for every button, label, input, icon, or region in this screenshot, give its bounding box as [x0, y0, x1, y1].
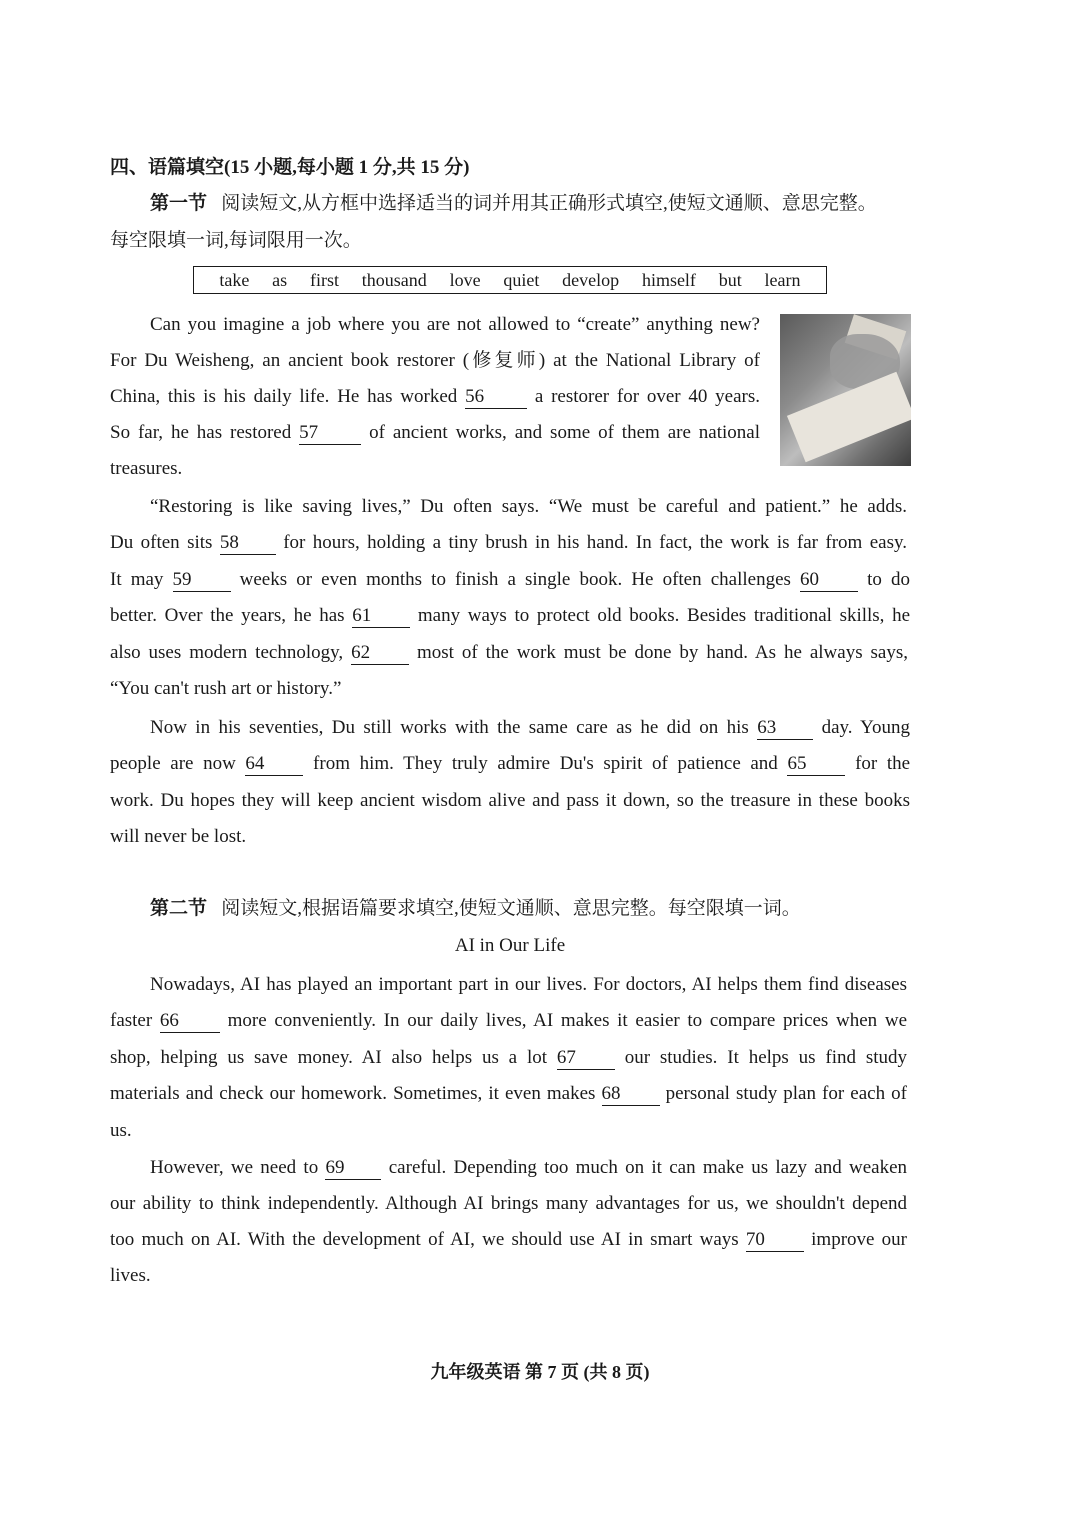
part2-label: 第二节: [150, 898, 208, 919]
ai-p1-line5: us.: [110, 1120, 132, 1141]
word-bank-item: as: [272, 269, 288, 290]
text-fragment: our studies. It helps us find study: [624, 1047, 908, 1068]
text-fragment: Du often sits: [110, 532, 213, 553]
text-fragment: So far, he has restored: [110, 422, 292, 443]
p2-line2: [110, 530, 907, 556]
blank-69[interactable]: 69: [325, 1157, 381, 1180]
blank-62[interactable]: 62: [351, 642, 409, 665]
blank-68[interactable]: 68: [602, 1083, 660, 1106]
p2-line6: “You can't rush art or history.”: [110, 678, 342, 699]
word-bank-item: first: [309, 269, 339, 290]
word-bank-item: but: [718, 269, 742, 290]
word-bank: [193, 266, 827, 294]
text-fragment: many ways to protect old books. Besides traditional skills, he: [417, 605, 911, 626]
word-bank-item: love: [449, 269, 481, 290]
text-fragment: day. Young: [821, 717, 910, 738]
part1-instruction-line1: [150, 191, 910, 217]
passage2-title: AI in Our Life: [454, 935, 566, 956]
p3-line4: will never be lost.: [110, 826, 247, 847]
ai-p2-line3: [110, 1227, 907, 1253]
section-heading: 四、语篇填空(15 小题,每小题 1 分,共 15 分): [110, 157, 470, 178]
blank-56[interactable]: 56: [465, 386, 527, 409]
part1-instruction: 阅读短文,从方框中选择适当的词并用其正确形式填空,使短文通顺、意思完整。: [221, 193, 877, 214]
page-footer: 九年级英语 第 7 页 (共 8 页): [430, 1362, 650, 1382]
blank-61[interactable]: 61: [352, 605, 410, 628]
text-fragment: from him. They truly admire Du's spirit of patience and: [313, 753, 778, 774]
p2-line1: “Restoring is like saving lives,” Du often says. “We must be careful and patient.” he adds.: [150, 496, 907, 517]
p2-line5: [110, 640, 908, 666]
p2-line4: [110, 603, 910, 629]
text-fragment: most of the work must be done by hand. As he always says,: [417, 642, 908, 663]
part2-instruction: 阅读短文,根据语篇要求填空,使短文通顺、意思完整。每空限填一词。: [221, 898, 801, 919]
part1-instruction-line2: 每空限填一词,每词限用一次。: [110, 230, 362, 251]
ai-p1-line1: Nowadays, AI has played an important part in our lives. For doctors, AI helps them find diseases: [150, 974, 907, 995]
text-fragment: people are now: [110, 753, 236, 774]
restoration-photo: [780, 314, 911, 466]
text-fragment: careful. Depending too much on it can make us lazy and weaken: [388, 1157, 908, 1178]
text-fragment: more conveniently. In our daily lives, AI makes it easier to compare prices when we: [227, 1010, 908, 1031]
text-fragment: China, this is his daily life. He has worked: [110, 386, 458, 407]
blank-67[interactable]: 67: [557, 1047, 615, 1070]
text-fragment: weeks or even months to finish a single book. He often challenges: [239, 569, 791, 590]
blank-64[interactable]: 64: [245, 753, 303, 776]
blank-57[interactable]: 57: [299, 422, 361, 445]
blank-60[interactable]: 60: [800, 569, 858, 592]
blank-66[interactable]: 66: [160, 1010, 220, 1033]
blank-58[interactable]: 58: [220, 532, 276, 555]
part2-instruction-line: [150, 896, 910, 922]
p1-line3: [110, 384, 760, 410]
blank-59[interactable]: 59: [173, 569, 231, 592]
ai-p1-line3: [110, 1045, 907, 1071]
text-fragment: personal study plan for each of: [665, 1083, 907, 1104]
text-fragment: too much on AI. With the development of AI, we should use AI in smart ways: [110, 1229, 739, 1250]
text-fragment: faster: [110, 1010, 153, 1031]
ai-p1-line4: [110, 1081, 907, 1107]
part1-label: 第一节: [150, 193, 208, 214]
ai-p2-line2: our ability to think independently. Although AI brings many advantages for us, we shouldn't depend: [110, 1193, 907, 1214]
word-bank-item: himself: [641, 269, 696, 290]
text-fragment: for the: [855, 753, 911, 774]
word-bank-item: take: [219, 269, 250, 290]
p1-line4: [110, 420, 760, 446]
p3-line1: [150, 715, 910, 741]
blank-65[interactable]: 65: [787, 753, 845, 776]
text-fragment: for hours, holding a tiny brush in his hand. In fact, the work is far from easy.: [283, 532, 908, 553]
p3-line2: [110, 751, 910, 777]
word-bank-item: thousand: [361, 269, 427, 290]
text-fragment: to do: [867, 569, 911, 590]
ai-p2-line1: [150, 1155, 907, 1181]
p2-line3: [110, 567, 910, 593]
text-fragment: improve our: [811, 1229, 908, 1250]
word-bank-item: quiet: [503, 269, 540, 290]
blank-70[interactable]: 70: [746, 1229, 804, 1252]
text-fragment: shop, helping us save money. AI also helps us a lot: [110, 1047, 548, 1068]
text-fragment: a restorer for over 40 years.: [534, 386, 761, 407]
ai-p1-line2: [110, 1008, 907, 1034]
text-fragment: However, we need to: [150, 1157, 319, 1178]
text-fragment: Now in his seventies, Du still works with the same care as he did on his: [150, 717, 749, 738]
p3-line3: work. Du hopes they will keep ancient wisdom alive and pass it down, so the treasure in these books: [110, 790, 910, 811]
word-bank-item: learn: [764, 269, 801, 290]
text-fragment: of ancient works, and some of them are national: [369, 422, 761, 443]
text-fragment: better. Over the years, he has: [110, 605, 345, 626]
blank-63[interactable]: 63: [757, 717, 813, 740]
text-fragment: also uses modern technology,: [110, 642, 344, 663]
word-bank-item: develop: [562, 269, 620, 290]
ai-p2-line4: lives.: [110, 1265, 151, 1286]
text-fragment: It may: [110, 569, 164, 590]
p1-line1: Can you imagine a job where you are not allowed to “create” anything new?: [150, 314, 760, 335]
text-fragment: materials and check our homework. Sometimes, it even makes: [110, 1083, 596, 1104]
p1-line2: For Du Weisheng, an ancient book restorer (修复师) at the National Library of: [110, 350, 760, 371]
p1-line5: treasures.: [110, 458, 183, 479]
